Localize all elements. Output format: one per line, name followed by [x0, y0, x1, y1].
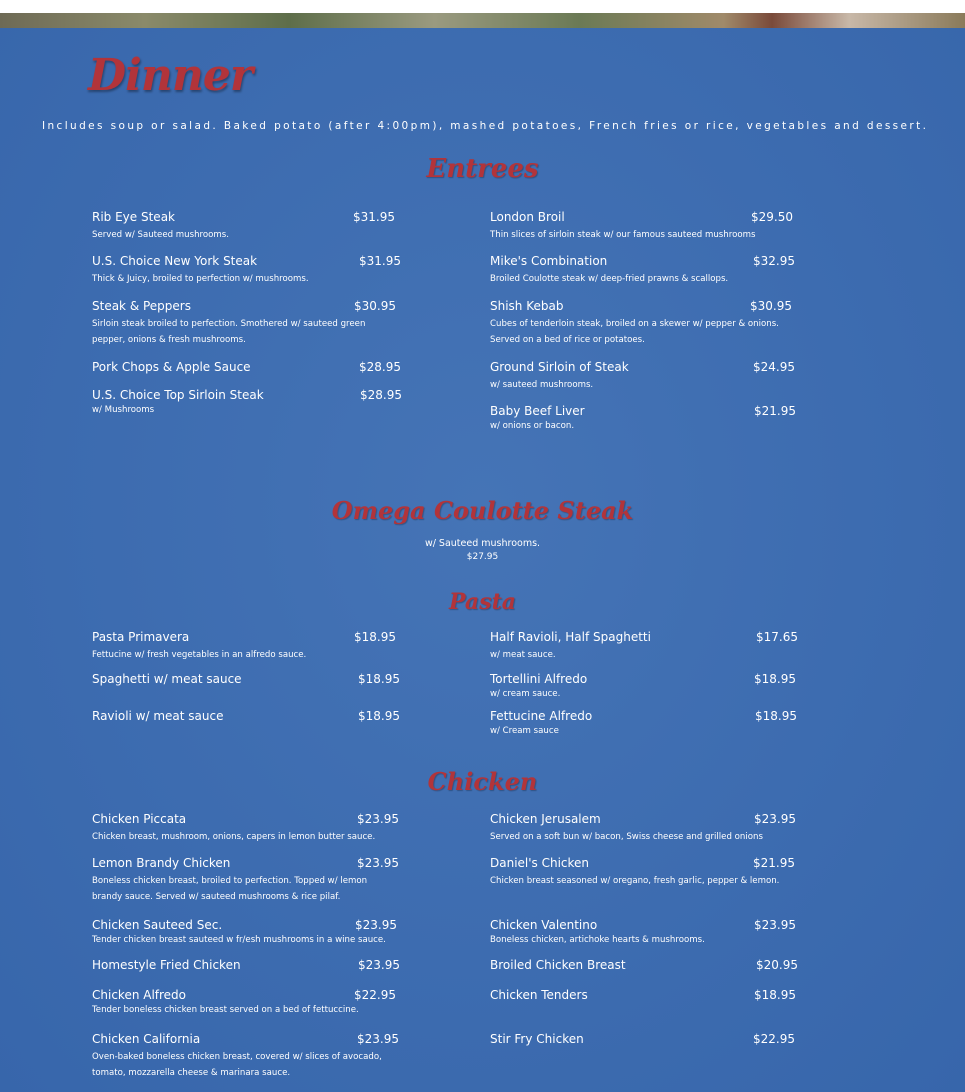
menu-item-name: Spaghetti w/ meat sauce — [92, 672, 242, 686]
menu-item-name: Steak & Peppers — [92, 299, 191, 313]
menu-item-name: Chicken Sauteed Sec. — [92, 918, 223, 932]
menu-item-name: Rib Eye Steak — [92, 210, 175, 224]
menu-item-description: Oven-baked boneless chicken breast, covered w/ slices of avocado, tomato, mozzarella cheese & marinara sauce. — [92, 1052, 382, 1078]
section-heading-entrees: Entrees — [426, 154, 539, 184]
menu-item-description: w/ sauteed mushrooms. — [490, 380, 594, 390]
menu-item-price: $23.95 — [357, 1032, 399, 1046]
menu-item-description: Cubes of tenderloin steak, broiled on a skewer w/ pepper & onions. Served on a bed of rice or potatoes. — [490, 319, 779, 345]
menu-item-name: Half Ravioli, Half Spaghetti — [490, 630, 651, 644]
special-price: $27.95 — [466, 552, 499, 562]
section-heading-pasta: Pasta — [448, 589, 516, 615]
menu-item-name: Pasta Primavera — [92, 630, 190, 644]
menu-item-description: Sirloin steak broiled to perfection. Smothered w/ sauteed green pepper, onions & fresh mushrooms. — [92, 319, 366, 345]
menu-item-price: $28.95 — [359, 360, 401, 374]
menu-item-price: $18.95 — [755, 709, 797, 723]
menu-item-price: $29.50 — [751, 210, 793, 224]
menu-item-name: Ravioli w/ meat sauce — [92, 709, 224, 723]
menu-item-name: Chicken Alfredo — [92, 988, 187, 1002]
menu-item-price: $20.95 — [756, 958, 798, 972]
menu-item-price: $23.95 — [358, 958, 400, 972]
menu-item-price: $18.95 — [358, 672, 400, 686]
menu-item-description: Boneless chicken, artichoke hearts & mushrooms. — [490, 935, 705, 945]
menu-item-description: Boneless chicken breast, broiled to perfection. Topped w/ lemon brandy sauce. Served w/ sauteed mushrooms & rice pilaf. — [92, 876, 368, 902]
menu-item-description: w/ Cream sauce — [490, 726, 559, 736]
menu-item-description: w/ meat sauce. — [490, 650, 556, 660]
menu-title: Dinner — [88, 50, 253, 101]
menu-item-description: Thick & Juicy, broiled to perfection w/ mushrooms. — [92, 274, 309, 284]
menu-item-price: $30.95 — [750, 299, 792, 313]
menu-item-name: Chicken Valentino — [490, 918, 598, 932]
menu-item-price: $18.95 — [754, 672, 796, 686]
menu-item-name: London Broil — [490, 210, 565, 224]
menu-intro: Includes soup or salad. Baked potato (after 4:00pm), mashed potatoes, French fries or rice, vegetables and dessert. — [42, 120, 929, 132]
menu-item-description: Tender boneless chicken breast served on a bed of fettuccine. — [92, 1005, 359, 1015]
menu-item-price: $23.95 — [754, 812, 796, 826]
menu-item-name: Chicken Tenders — [490, 988, 588, 1002]
menu-item-description: Chicken breast, mushroom, onions, capers in lemon butter sauce. — [92, 832, 376, 842]
menu-item-description: Thin slices of sirloin steak w/ our famous sauteed mushrooms — [490, 230, 756, 240]
menu-item-name: U.S. Choice Top Sirloin Steak — [92, 388, 264, 402]
special-description: w/ Sauteed mushrooms. — [424, 538, 541, 549]
menu-item-price: $21.95 — [754, 404, 796, 418]
menu-item-price: $17.65 — [756, 630, 798, 644]
menu-item-name: Lemon Brandy Chicken — [92, 856, 231, 870]
menu-item-name: U.S. Choice New York Steak — [92, 254, 258, 268]
menu-item-name: Mike's Combination — [490, 254, 608, 268]
section-heading-special: Omega Coulotte Steak — [331, 496, 634, 525]
menu-item-price: $24.95 — [753, 360, 795, 374]
menu-item-name: Daniel's Chicken — [490, 856, 590, 870]
menu-item-name: Chicken Piccata — [92, 812, 187, 826]
menu-item-price: $23.95 — [754, 918, 796, 932]
menu-item-price: $30.95 — [354, 299, 396, 313]
menu-item-price: $18.95 — [754, 988, 796, 1002]
menu-item-description: w/ cream sauce. — [490, 689, 561, 699]
menu-item-price: $18.95 — [358, 709, 400, 723]
menu-item-price: $28.95 — [360, 388, 402, 402]
menu-item-price: $21.95 — [753, 856, 795, 870]
menu-item-name: Pork Chops & Apple Sauce — [92, 360, 251, 374]
menu-item-name: Homestyle Fried Chicken — [92, 958, 241, 972]
menu-item-name: Fettucine Alfredo — [490, 709, 593, 723]
menu-item-price: $32.95 — [753, 254, 795, 268]
menu-item-description: Served on a soft bun w/ bacon, Swiss cheese and grilled onions — [490, 832, 763, 842]
menu-item-description: Served w/ Sauteed mushrooms. — [92, 230, 229, 240]
menu-item-price: $22.95 — [753, 1032, 795, 1046]
menu-item-price: $18.95 — [354, 630, 396, 644]
menu-item-description: Chicken breast seasoned w/ oregano, fresh garlic, pepper & lemon. — [490, 876, 780, 886]
menu-item-price: $23.95 — [357, 856, 399, 870]
menu-item-description: Broiled Coulotte steak w/ deep-fried prawns & scallops. — [490, 274, 729, 284]
menu-item-description: Fettucine w/ fresh vegetables in an alfredo sauce. — [92, 650, 307, 660]
menu-item-description: w/ Mushrooms — [92, 405, 155, 415]
menu-item-name: Shish Kebab — [490, 299, 564, 313]
header-photo-strip — [0, 13, 965, 28]
menu-item-name: Stir Fry Chicken — [490, 1032, 584, 1046]
menu-item-description: Tender chicken breast sauteed w fr/esh mushrooms in a wine sauce. — [92, 935, 386, 945]
menu-item-price: $31.95 — [359, 254, 401, 268]
menu-item-name: Ground Sirloin of Steak — [490, 360, 629, 374]
menu-item-price: $23.95 — [357, 812, 399, 826]
menu-item-name: Baby Beef Liver — [490, 404, 585, 418]
menu-item-name: Broiled Chicken Breast — [490, 958, 626, 972]
menu-item-name: Tortellini Alfredo — [490, 672, 588, 686]
menu-item-price: $31.95 — [353, 210, 395, 224]
menu-item-price: $23.95 — [355, 918, 397, 932]
menu-item-price: $22.95 — [354, 988, 396, 1002]
menu-item-description: w/ onions or bacon. — [490, 421, 575, 431]
section-heading-chicken: Chicken — [427, 767, 538, 796]
menu-item-name: Chicken California — [92, 1032, 201, 1046]
menu-item-name: Chicken Jerusalem — [490, 812, 601, 826]
